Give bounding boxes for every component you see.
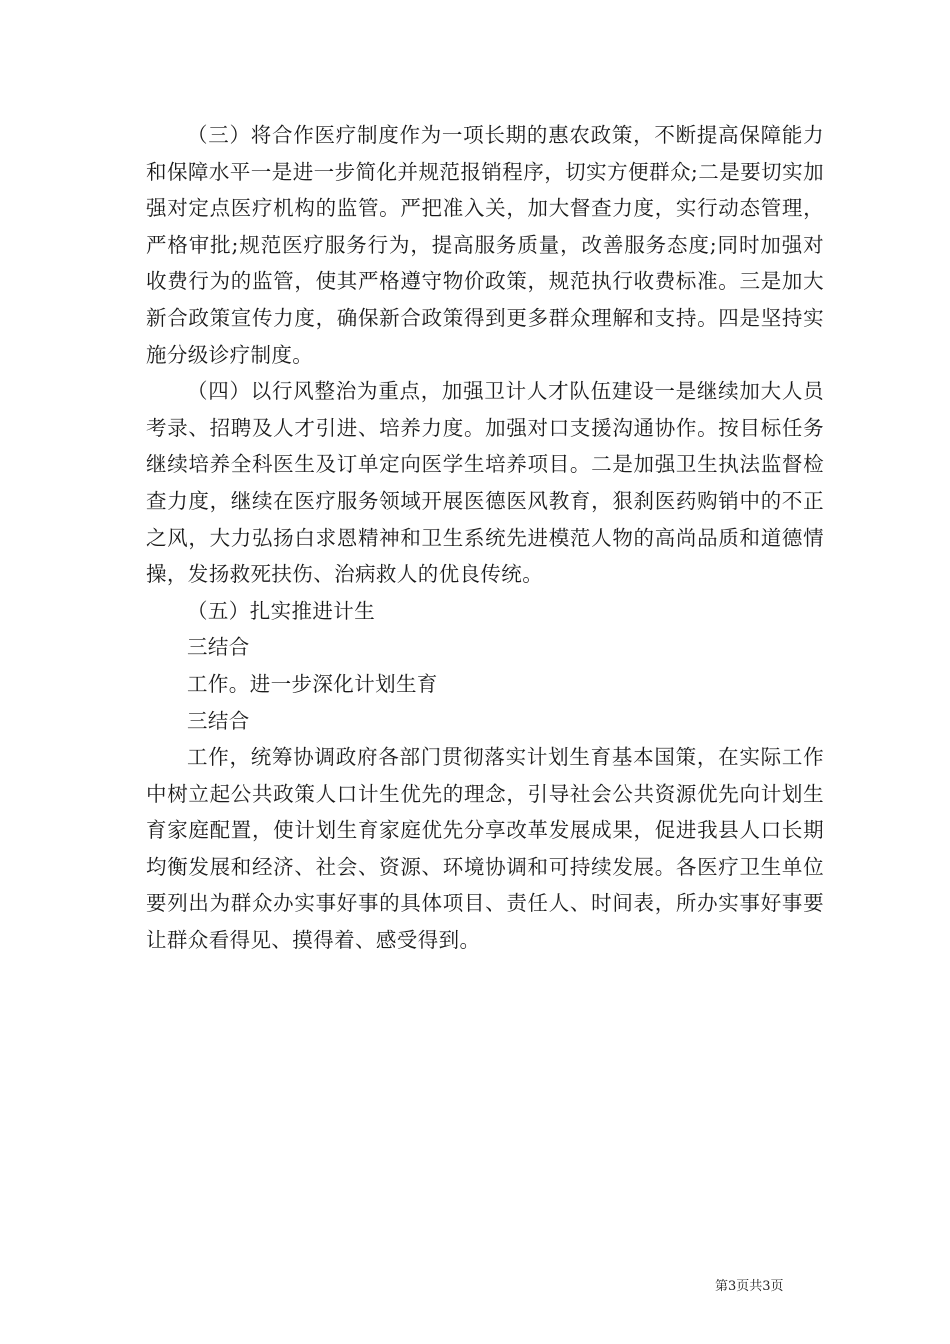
paragraph-san-jiehe-1: 三结合 <box>187 635 250 660</box>
paragraph-section-5-heading: （五）扎实推进计生 <box>187 598 376 623</box>
paragraph-section-3: （三）将合作医疗制度作为一项长期的惠农政策，不断提高保障能力和保障水平一是进一步简化并规范报销程序，切实方便群众;二是要切实加强对定点医疗机构的监管。严把准入关，加大督查力度，实行动态管理，严格审批;规范医疗服务行为，提高服务质量，改善服务态度;同时加强对收费行为的监管，使其严格遵守物价政策，规范执行收费标准。三是加大新合政策宣传力度，确保新合政策得到更多群众理解和支持。四是坚持实施分级诊疗制度。 <box>146 123 824 367</box>
page-number-footer: 第3页共3页 <box>715 1279 784 1294</box>
paragraph-san-jiehe-2: 三结合 <box>187 708 250 733</box>
paragraph-work-deepen: 工作。进一步深化计划生育 <box>187 671 438 696</box>
paragraph-work-coordinate: 工作，统筹协调政府各部门贯彻落实计划生育基本国策，在实际工作中树立起公共政策人口计生优先的理念，引导社会公共资源优先向计划生育家庭配置，使计划生育家庭优先分享改革发展成果，促进我县人口长期均衡发展和经济、社会、资源、环境协调和可持续发展。各医疗卫生单位要列出为群众办实事好事的具体项目、责任人、时间表，所办实事好事要让群众看得见、摸得着、感受得到。 <box>146 745 824 953</box>
paragraph-section-4: （四）以行风整治为重点，加强卫计人才队伍建设一是继续加大人员考录、招聘及人才引进、培养力度。加强对口支援沟通协作。按目标任务继续培养全科医生及订单定向医学生培养项目。二是加强卫生执法监督检查力度，继续在医疗服务领域开展医德医风教育，狠刹医药购销中的不正之风，大力弘扬白求恩精神和卫生系统先进模范人物的高尚品质和道德情操，发扬救死扶伤、治病救人的优良传统。 <box>146 379 824 587</box>
document-body <box>146 117 824 959</box>
